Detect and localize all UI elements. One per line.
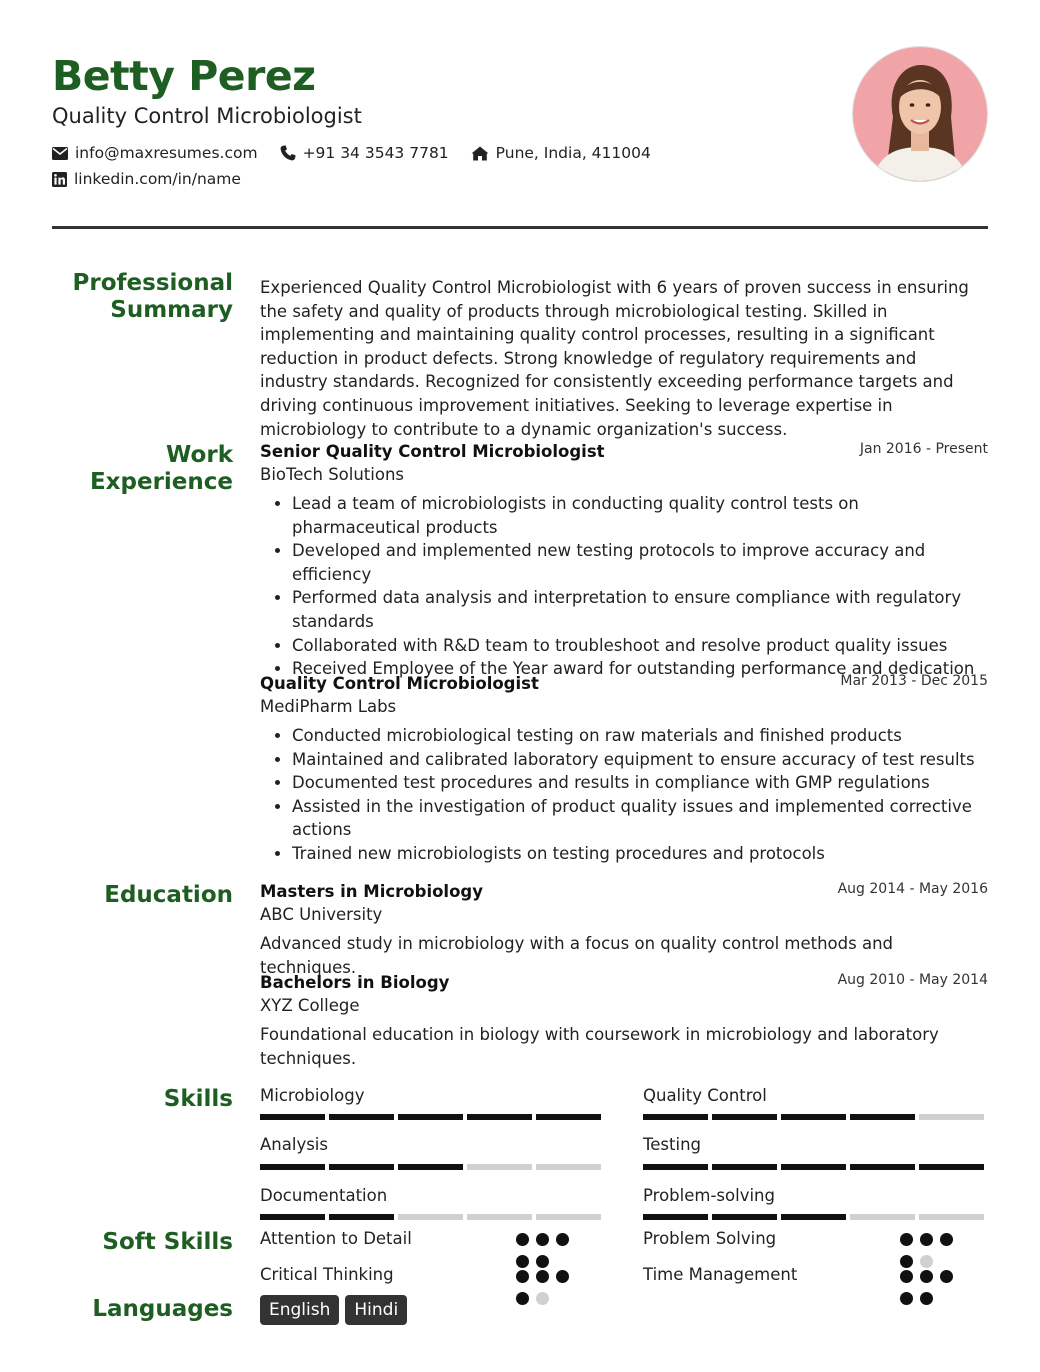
job-date: Mar 2013 - Dec 2015 [840, 673, 988, 689]
language-tags [260, 1295, 407, 1325]
skill-bar-segment [398, 1114, 463, 1120]
soft-skill-name: Problem Solving [643, 1229, 777, 1248]
rating-dot [920, 1270, 933, 1283]
job-title: Quality Control Microbiologist [260, 674, 539, 693]
phone-item[interactable] [280, 144, 449, 162]
section-education-label: Education [104, 882, 233, 908]
candidate-title: Quality Control Microbiologist [52, 104, 362, 128]
rating-dot [940, 1233, 953, 1246]
bullet-item: • Performed data analysis and interpretation to ensure compliance with regulatory standards [292, 586, 988, 633]
candidate-name: Betty Perez [52, 52, 316, 100]
bullet-item: • Collaborated with R&D team to troubleshoot and resolve product quality issues [292, 634, 988, 658]
soft-skill-name: Critical Thinking [260, 1265, 394, 1284]
rating-dot [536, 1292, 549, 1305]
soft-skill-name: Attention to Detail [260, 1229, 412, 1248]
email-item[interactable] [52, 144, 258, 162]
rating-dot [900, 1233, 913, 1246]
education-school: XYZ College [260, 996, 360, 1015]
skill-bar-segment [643, 1214, 708, 1220]
section-work-label: Work Experience [89, 442, 233, 495]
skill-bar-segment [329, 1114, 394, 1120]
bullet-item: • Documented test procedures and results in compliance with GMP regulations [292, 771, 988, 795]
rating-dot [536, 1270, 549, 1283]
skill-bar-segment [536, 1164, 601, 1170]
education-entry-1 [260, 881, 988, 979]
rating-dot [516, 1255, 529, 1268]
education-school: ABC University [260, 905, 383, 924]
job-company: BioTech Solutions [260, 465, 405, 484]
envelope-icon [52, 147, 68, 160]
section-soft-skills-label: Soft Skills [102, 1229, 233, 1255]
email-text: info@maxresumes.com [75, 144, 258, 162]
phone-icon [280, 145, 296, 161]
skill-bar [260, 1114, 601, 1120]
skill-bar-segment [712, 1214, 777, 1220]
summary-text: Experienced Quality Control Microbiologist with 6 years of proven success in ensuring the safety and quality of products through microbiological testing. Skilled in implementing and maintaining quality control processes, resulting in a significant reduction in product defects. Strong knowledge of regulatory requirements and industry standards. Recognized for consistently exceeding performance targets and driving continuous improvement initiatives. Seeking to leverage expertise in microbiology to contribute to a dynamic organization's success. [260, 278, 969, 439]
bullet-item: • Maintained and calibrated laboratory equipment to ensure accuracy of test results [292, 748, 988, 772]
contact-row-2 [52, 170, 263, 188]
linkedin-text: linkedin.com/in/name [74, 170, 241, 188]
location-item [471, 144, 651, 162]
rating-dot [900, 1255, 913, 1268]
bullet-item: • Trained new microbiologists on testing procedures and protocols [292, 842, 988, 866]
section-summary-label: Professional Summary [72, 270, 233, 323]
rating-dot [536, 1255, 549, 1268]
education-entry-2 [260, 972, 988, 1070]
skill-bar-segment [260, 1114, 325, 1120]
skill-bar-segment [781, 1164, 846, 1170]
job-entry-2 [260, 673, 988, 866]
soft-skill-dots [900, 1270, 972, 1305]
skill-bar-segment [850, 1114, 915, 1120]
rating-dot [920, 1292, 933, 1305]
bullet-item: • Conducted microbiological testing on raw materials and finished products [292, 724, 988, 748]
rating-dot [516, 1270, 529, 1283]
skill-name: Testing [643, 1135, 702, 1154]
rating-dot [920, 1233, 933, 1246]
skill-name: Quality Control [643, 1086, 767, 1105]
location-text: Pune, India, 411004 [495, 144, 651, 162]
education-description: Foundational education in biology with coursework in microbiology and laboratory techniques. [260, 1025, 939, 1068]
skill-bar [260, 1214, 601, 1220]
linkedin-icon [52, 172, 67, 187]
skill-bar [643, 1214, 984, 1220]
job-title: Senior Quality Control Microbiologist [260, 442, 605, 461]
linkedin-item[interactable] [52, 170, 241, 188]
section-languages-label: Languages [92, 1296, 233, 1322]
skill-bar-segment [329, 1164, 394, 1170]
skill-bar-segment [260, 1164, 325, 1170]
skill-name: Microbiology [260, 1086, 365, 1105]
skill-bar-segment [467, 1114, 532, 1120]
rating-dot [536, 1233, 549, 1246]
rating-dot [940, 1270, 953, 1283]
skill-name: Problem-solving [643, 1186, 775, 1205]
rating-dot [900, 1292, 913, 1305]
skill-bar-segment [712, 1114, 777, 1120]
skill-bar-segment [850, 1164, 915, 1170]
job-company: MediPharm Labs [260, 697, 397, 716]
skill-bar-segment [536, 1214, 601, 1220]
skill-bar [643, 1164, 984, 1170]
contact-row-1 [52, 144, 673, 162]
job-date: Jan 2016 - Present [859, 441, 988, 457]
language-tag: Hindi [345, 1295, 407, 1325]
education-degree: Masters in Microbiology [260, 882, 483, 901]
skill-bar-segment [398, 1214, 463, 1220]
education-description: Advanced study in microbiology with a focus on quality control methods and techniques. [260, 934, 894, 977]
skill-bar-segment [467, 1164, 532, 1170]
job-bullets [260, 724, 988, 866]
skill-name: Documentation [260, 1186, 388, 1205]
soft-skill-dots [516, 1270, 588, 1305]
home-icon [471, 146, 489, 161]
skill-bar-segment [919, 1114, 984, 1120]
language-tag: English [260, 1295, 339, 1325]
bullet-item: • Developed and implemented new testing protocols to improve accuracy and efficiency [292, 539, 988, 586]
skill-bar-segment [260, 1214, 325, 1220]
education-date: Aug 2014 - May 2016 [837, 881, 988, 897]
rating-dot [556, 1233, 569, 1246]
skill-bar-segment [850, 1214, 915, 1220]
rating-dot [920, 1255, 933, 1268]
education-degree: Bachelors in Biology [260, 973, 450, 992]
skill-bar-segment [643, 1164, 708, 1170]
skill-name: Analysis [260, 1135, 328, 1154]
skill-bar-segment [712, 1164, 777, 1170]
bullet-item: • Assisted in the investigation of product quality issues and implemented corrective actions [292, 795, 988, 842]
rating-dot [516, 1233, 529, 1246]
skill-bar [643, 1114, 984, 1120]
bullet-item: • Lead a team of microbiologists in conducting quality control tests on pharmaceutical products [292, 492, 988, 539]
skill-bar-segment [329, 1214, 394, 1220]
skill-bar-segment [919, 1214, 984, 1220]
skill-bar-segment [398, 1164, 463, 1170]
portrait-illustration [853, 47, 987, 181]
header-divider [52, 226, 988, 229]
soft-skill-dots [516, 1233, 588, 1268]
skill-bar-segment [919, 1164, 984, 1170]
skill-bar-segment [467, 1214, 532, 1220]
skill-bar-segment [536, 1114, 601, 1120]
skill-bar [260, 1164, 601, 1170]
skill-bar-segment [781, 1114, 846, 1120]
section-skills-label: Skills [163, 1086, 233, 1112]
job-entry-1 [260, 441, 988, 681]
profile-photo [852, 46, 988, 182]
job-bullets [260, 492, 988, 681]
soft-skill-dots [900, 1233, 972, 1268]
skill-bar-segment [643, 1114, 708, 1120]
bullet-item: • Received Employee of the Year award for outstanding performance and dedication [292, 657, 988, 681]
education-date: Aug 2010 - May 2014 [837, 972, 988, 988]
skill-bar-segment [781, 1214, 846, 1220]
phone-text: +91 34 3543 7781 [302, 144, 449, 162]
rating-dot [556, 1270, 569, 1283]
rating-dot [516, 1292, 529, 1305]
soft-skill-name: Time Management [643, 1265, 798, 1284]
rating-dot [900, 1270, 913, 1283]
